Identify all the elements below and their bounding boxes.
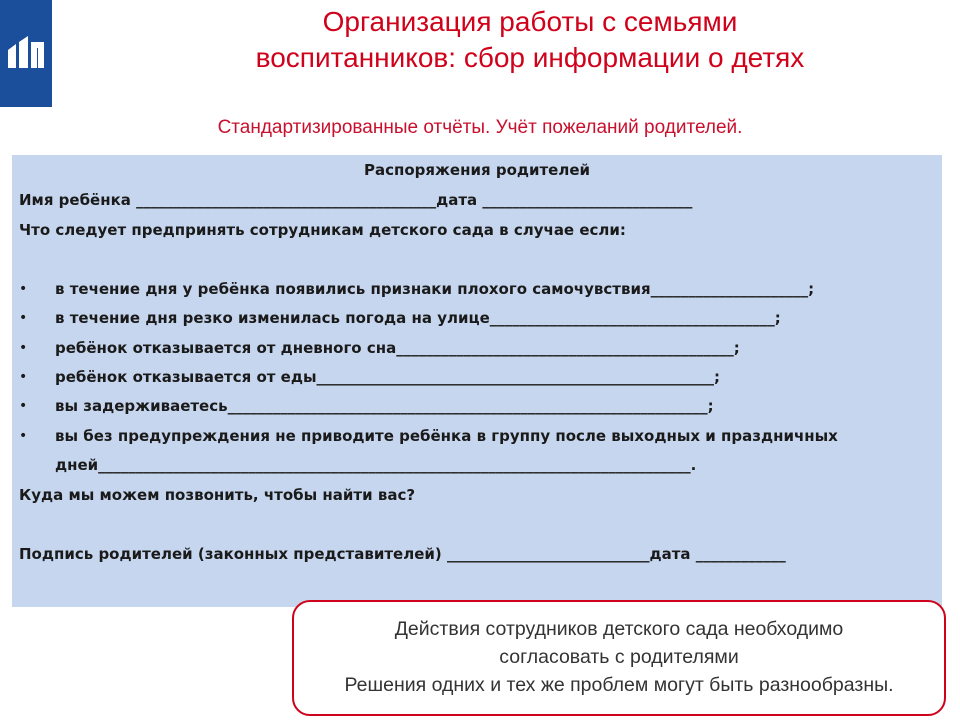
contact-question: Куда мы можем позвонить, чтобы найти вас?	[19, 486, 416, 504]
form-item: вы без предупреждения не приводите ребёнка в группу после выходных и праздничных	[55, 427, 838, 445]
form-item: в течение дня резко изменилась погода на улице______________________________________;	[55, 309, 781, 327]
note-box	[292, 600, 946, 716]
publisher-logo-icon	[6, 36, 46, 72]
note-line3: Решения одних и тех же проблем могут быть разнообразны.	[344, 674, 894, 696]
page-subtitle: Стандартизированные отчёты. Учёт пожеланий родителей.	[217, 117, 743, 138]
page-title-line2: воспитанников: сбор информации о детях	[255, 42, 805, 73]
form-item-continuation: дней_______________________________________________________________________________.	[55, 456, 697, 474]
bullet-icon: •	[19, 340, 28, 356]
form-item: ребёнок отказывается от еды_____________________________________________________;	[55, 368, 721, 386]
bullet-icon: •	[19, 398, 28, 414]
form-item: в течение дня у ребёнка появились признаки плохого самочувствия_____________________;	[55, 280, 815, 298]
bullet-icon: •	[19, 428, 28, 444]
form-item: вы задерживаетесь________________________________________________________________;	[55, 397, 714, 415]
bullet-icon: •	[19, 310, 28, 326]
signature-line: Подпись родителей (законных представителей) ___________________________дата ____________	[19, 545, 786, 563]
form-item: ребёнок отказывается от дневного сна_____________________________________________;	[55, 339, 740, 357]
parent-orders-form	[12, 155, 942, 607]
bullet-icon: •	[19, 281, 28, 297]
form-question: Что следует предпринять сотрудникам детского сада в случае если:	[19, 221, 626, 239]
form-title: Распоряжения родителей	[363, 161, 591, 179]
note-line1: Действия сотрудников детского сада необходимо	[394, 618, 844, 640]
bullet-icon: •	[19, 369, 28, 385]
page-title-line1: Организация работы с семьями	[322, 6, 738, 37]
page-title	[150, 4, 910, 76]
publisher-logo	[0, 0, 52, 107]
note-line2: согласовать с родителями	[499, 646, 739, 668]
child-name-line: Имя ребёнка ________________________________________дата ____________________________	[19, 191, 693, 209]
